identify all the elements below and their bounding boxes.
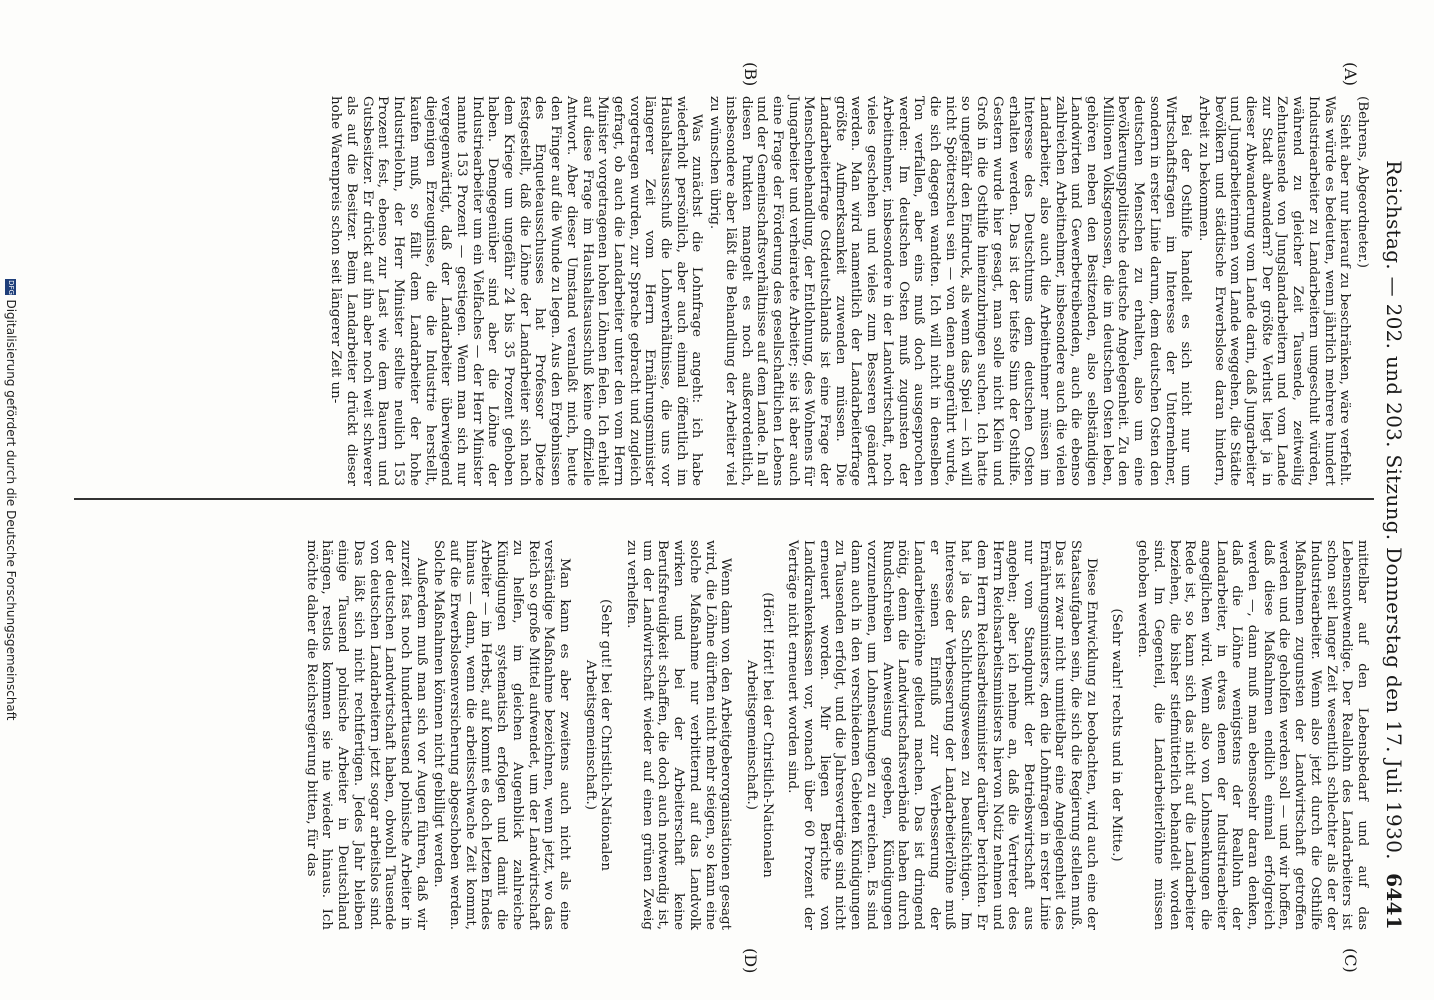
interjection: (Hört! Hört! bei der Christlich-Nationalen Arbeitsgemeinschaft.) (743, 592, 775, 878)
dfg-logo: DFG (7, 280, 16, 295)
column-divider (74, 498, 1374, 500)
paragraph: mittelbar auf den Lebensbedarf und auf das Lebensnotwendige. Der Reallohn des Landarbeiters ist schon seit langer Zeit wesentlich schlechter als der der Industriearbeiter. Wenn also jetzt durch die Osthilfe Maßnahmen zugunsten der Landwirtschaft getroffen werden und die geholfen werden soll — und wir hoffen, daß diese Maßnahmen endlich einmal erfolgreich werden —, dann muß man ebensosehr daran denken, daß die Löhne wenigstens der Reallohn der Landarbeiter, in etwas denen der Industriearbeiter angeglichen wird. Wenn also von Lohnsenkungen die Rede ist, so kann sich das nicht auf die Landarbeiter beziehen, die bisher stiefmütterlich behandelt worden sind. Im Gegenteil, die Landarbeiterlöhne müssen gehoben werden. (1135, 540, 1370, 930)
digitization-footer (0, 0, 22, 1000)
paragraph: Sieht aber nur hierauf zu beschränken, wäre verfehlt. Was würde es bedeuten, wenn jährlich mehrere hundert Industriearbeiter zu Landarbeitern umgeschult würden, während zu gleicher Zeit Tausende, zeitweilig Zehntausende von Jungslandarbeitern und vom Lande zur Stadt abwandern? Der größte Verlust liegt ja in dieser Abwanderung vom Lande darin, daß Jungarbeiter und Jungarbeiterinnen vom Lande weggehen, die Städte bevölkern und städtische Erwerbslose daran hindern, Arbeit zu bekommen. (1195, 96, 1353, 486)
paragraph: Diese Entwicklung zu beobachten, wird auch eine der Staatsaufgaben sein, die sich die Regierung stellen muß. Das ist zwar nicht unmittelbar eine Angelegenheit des Ernährungsministers, den die Lohnfragen in erster Linie nur vom Standpunkt der Betriebswirtschaft aus angehen; aber ich nehme an, daß die Vertreter des Herrn Reichsarbeitsministers hiervon Notiz nehmen und dem Herrn Reichsarbeitsminister darüber berichten. Er hat ja das Schlichtungswesen zu beaufsichtigen. Im Interesse der Verbesserung der Landarbeiterlöhne muß er seinen Einfluß zur Verbesserung der Landarbeiterlöhne geltend machen. Das ist dringend nötig, denn die Landwirtschaftsverbände haben durch Rundschreiben Anweisung gegeben, Kündigungen vorzunehmen, um Lohnsenkungen zu erreichen. Es sind dann auch in den verschiedenen Gebieten Kündigungen zu Tausenden erfolgt, und die Jahresverträge sind nicht erneuert worden. Mir liegen Berichte von Landkrankenkassen vor, wonach über 60 Prozent der Verträge nicht erneuert worden sind. (785, 540, 1099, 930)
paragraph: Bei der Osthilfe handelt es sich nicht nur um Wirtschaftsfragen im Interesse der Unternehmer, sondern in erster Linie darum, dem deutschen Osten den deutschen Menschen zu erhalten, also um eine bevölkerungspolitische deutsche Angelegenheit. Zu den Millionen Volksgenossen, die im deutschen Osten leben, gehören neben den Besitzenden, also selbständigen Landwirten und Gewerbetreibenden, auch die ebenso zahlreichen Arbeitnehmer, insbesondere auch die vielen Landarbeiter, also auch die Arbeitnehmer müssen im Interesse des Deutschtums dem deutschen Osten erhalten werden. Das ist der tiefste Sinn der Osthilfe. Gestern wurde hier gesagt, man solle nicht Klein und Groß in die Osthilfe hineinzubringen suchen. Ich hatte so ungefähr den Eindruck, als wenn das Spiel — ich will nicht Spötterscheu sein — von denen angerührt wurde, die sich dagegen wandten. Ich will nicht in denselben Ton verfallen, aber eins muß doch ausgesprochen werden: Im deutschen Osten muß zugunsten der Arbeitnehmer, insbesondere in der Landwirtschaft, noch vieles geschehen und vieles zum Besseren geändert werden. Man wird namentlich der Landarbeiterfrage größte Aufmerksamkeit zuwenden müssen. Die Landarbeiterfrage Ostdeutschlands ist eine Frage der Menschenbehandlung, der Entlohnung, des Wohnens für Jungarbeiter und verheiratete Arbeiter; sie ist aber auch eine Frage der Förderung des gesellschaftlichen Lebens und der Gemeinschaftsverhältnisse auf dem Lande. In all diesen Punkten mangelt es noch außerordentlich, insbesondere aber läßt die Behandlung der Arbeiter viel zu wünschen übrig. (707, 96, 1194, 486)
interjection: (Sehr wahr! rechts und in der Mitte.) (1109, 608, 1125, 862)
interjection: (Sehr gut! bei der Christlich-Nationalen Arbeitsgemeinschaft.) (582, 599, 614, 871)
speaker-line: (Behrens, Abgeordneter.) (1355, 96, 1370, 268)
footer-text: Digitalisierung gefördert durch die Deutsche Forschungsgemeinschaft (4, 299, 18, 721)
margin-marker-a: (A) (1341, 62, 1360, 87)
right-column (301, 540, 1370, 930)
left-column (326, 96, 1370, 486)
page-header (1378, 90, 1406, 930)
margin-marker-d: (D) (741, 948, 760, 974)
page-number: 6441 (1382, 873, 1406, 930)
header-title: Reichstag. — 202. und 203. Sitzung. Donnerstag den 17. Juli 1930. (1382, 160, 1406, 860)
margin-marker-c: (C) (1341, 948, 1360, 973)
paragraph: Was zunächst die Lohnfrage angeht: ich habe wiederholt persönlich, aber auch einmal öffentlich im Haushaltsausschuß die Lohnverhältnisse, die uns vor längerer Zeit vom Herrn Ernährungsminister vorgetragen wurden, zur Sprache gebracht und zugleich gefragt, ob auch die Landarbeiter unter den vom Herrn Minister vorgetragenen hohen Löhnen fielen. Ich erhielt auf diese Frage im Haushaltsausschuß keine offizielle Antwort. Aber dieser Umstand veranlaßt mich, heute den Finger auf die Wunde zu legen. Aus den Ergebnissen des Enqueteausschusses hat Professor Dietze festgestellt, daß die Löhne der Landarbeiter sich nach dem Kriege um ungefähr 24 bis 35 Prozent gehoben haben. Demgegenüber sind aber die Löhne der Industriearbeiter um ein Vielfaches — der Herr Minister nannte 153 Prozent — gestiegen. Wenn man sich nur vergegenwärtigt, daß der Landarbeiter überwiegend diejenigen Erzeugnisse, die die Industrie herstellt, kaufen muß, so fällt dem Landarbeiter der hohe Industrielohn, der Herr Minister stellte neulich 153 Prozent fest, ebenso zur Last wie dem Bauern und Gutsbesitzer. Er drückt auf ihn aber noch weit schwerer als auf die Besitzer. Beim Landarbeiter drückt dieser hohe Warenpreis schon seit längerer Zeit un- (328, 96, 705, 486)
paragraph: Wenn dann von den Arbeitgeberorganisationen gesagt wird, die Löhne dürften nicht mehr steigen, so kann eine solche Maßnahme nur verbitternd auf das Landvolk wirken und bei der Arbeiterschaft keine Berufsfreudigkeit schaffen, die doch auch notwendig ist, um der Landwirtschaft wieder auf einen grünen Zweig zu verhelfen. (624, 540, 734, 930)
margin-marker-b: (B) (741, 62, 760, 87)
paragraph: Außerdem muß man sich vor Augen führen, daß wir zurzeit fast noch hunderttausend polnische Arbeiter in der deutschen Landwirtschaft haben, obwohl Tausende von deutschen Landarbeitern jetzt sogar arbeitslos sind. Das läßt sich nicht rechtfertigen. Jedes Jahr bleiben einige Tausend polnische Arbeiter in Deutschland hängen, restlos kommen sie nie wieder hinaus. Ich möchte daher die Reichsregierung bitten, für das (303, 540, 429, 930)
paragraph: Man kann es aber zweitens auch nicht als eine verständige Maßnahme bezeichnen, wenn jetzt, wo das Reich so große Mittel aufwendet, um der Landwirtschaft zu helfen, im gleichen Augenblick zahlreiche Kündigungen systematisch erfolgen und damit die Arbeiter — im Herbst, auf kommt es doch letzten Endes hinaus — dann, wenn die arbeitsschwache Zeit kommt, auf die Erwerbslosenversicherung abgeschoben werden. Solche Maßnahmen können nicht gebilligt werden. (431, 540, 572, 930)
